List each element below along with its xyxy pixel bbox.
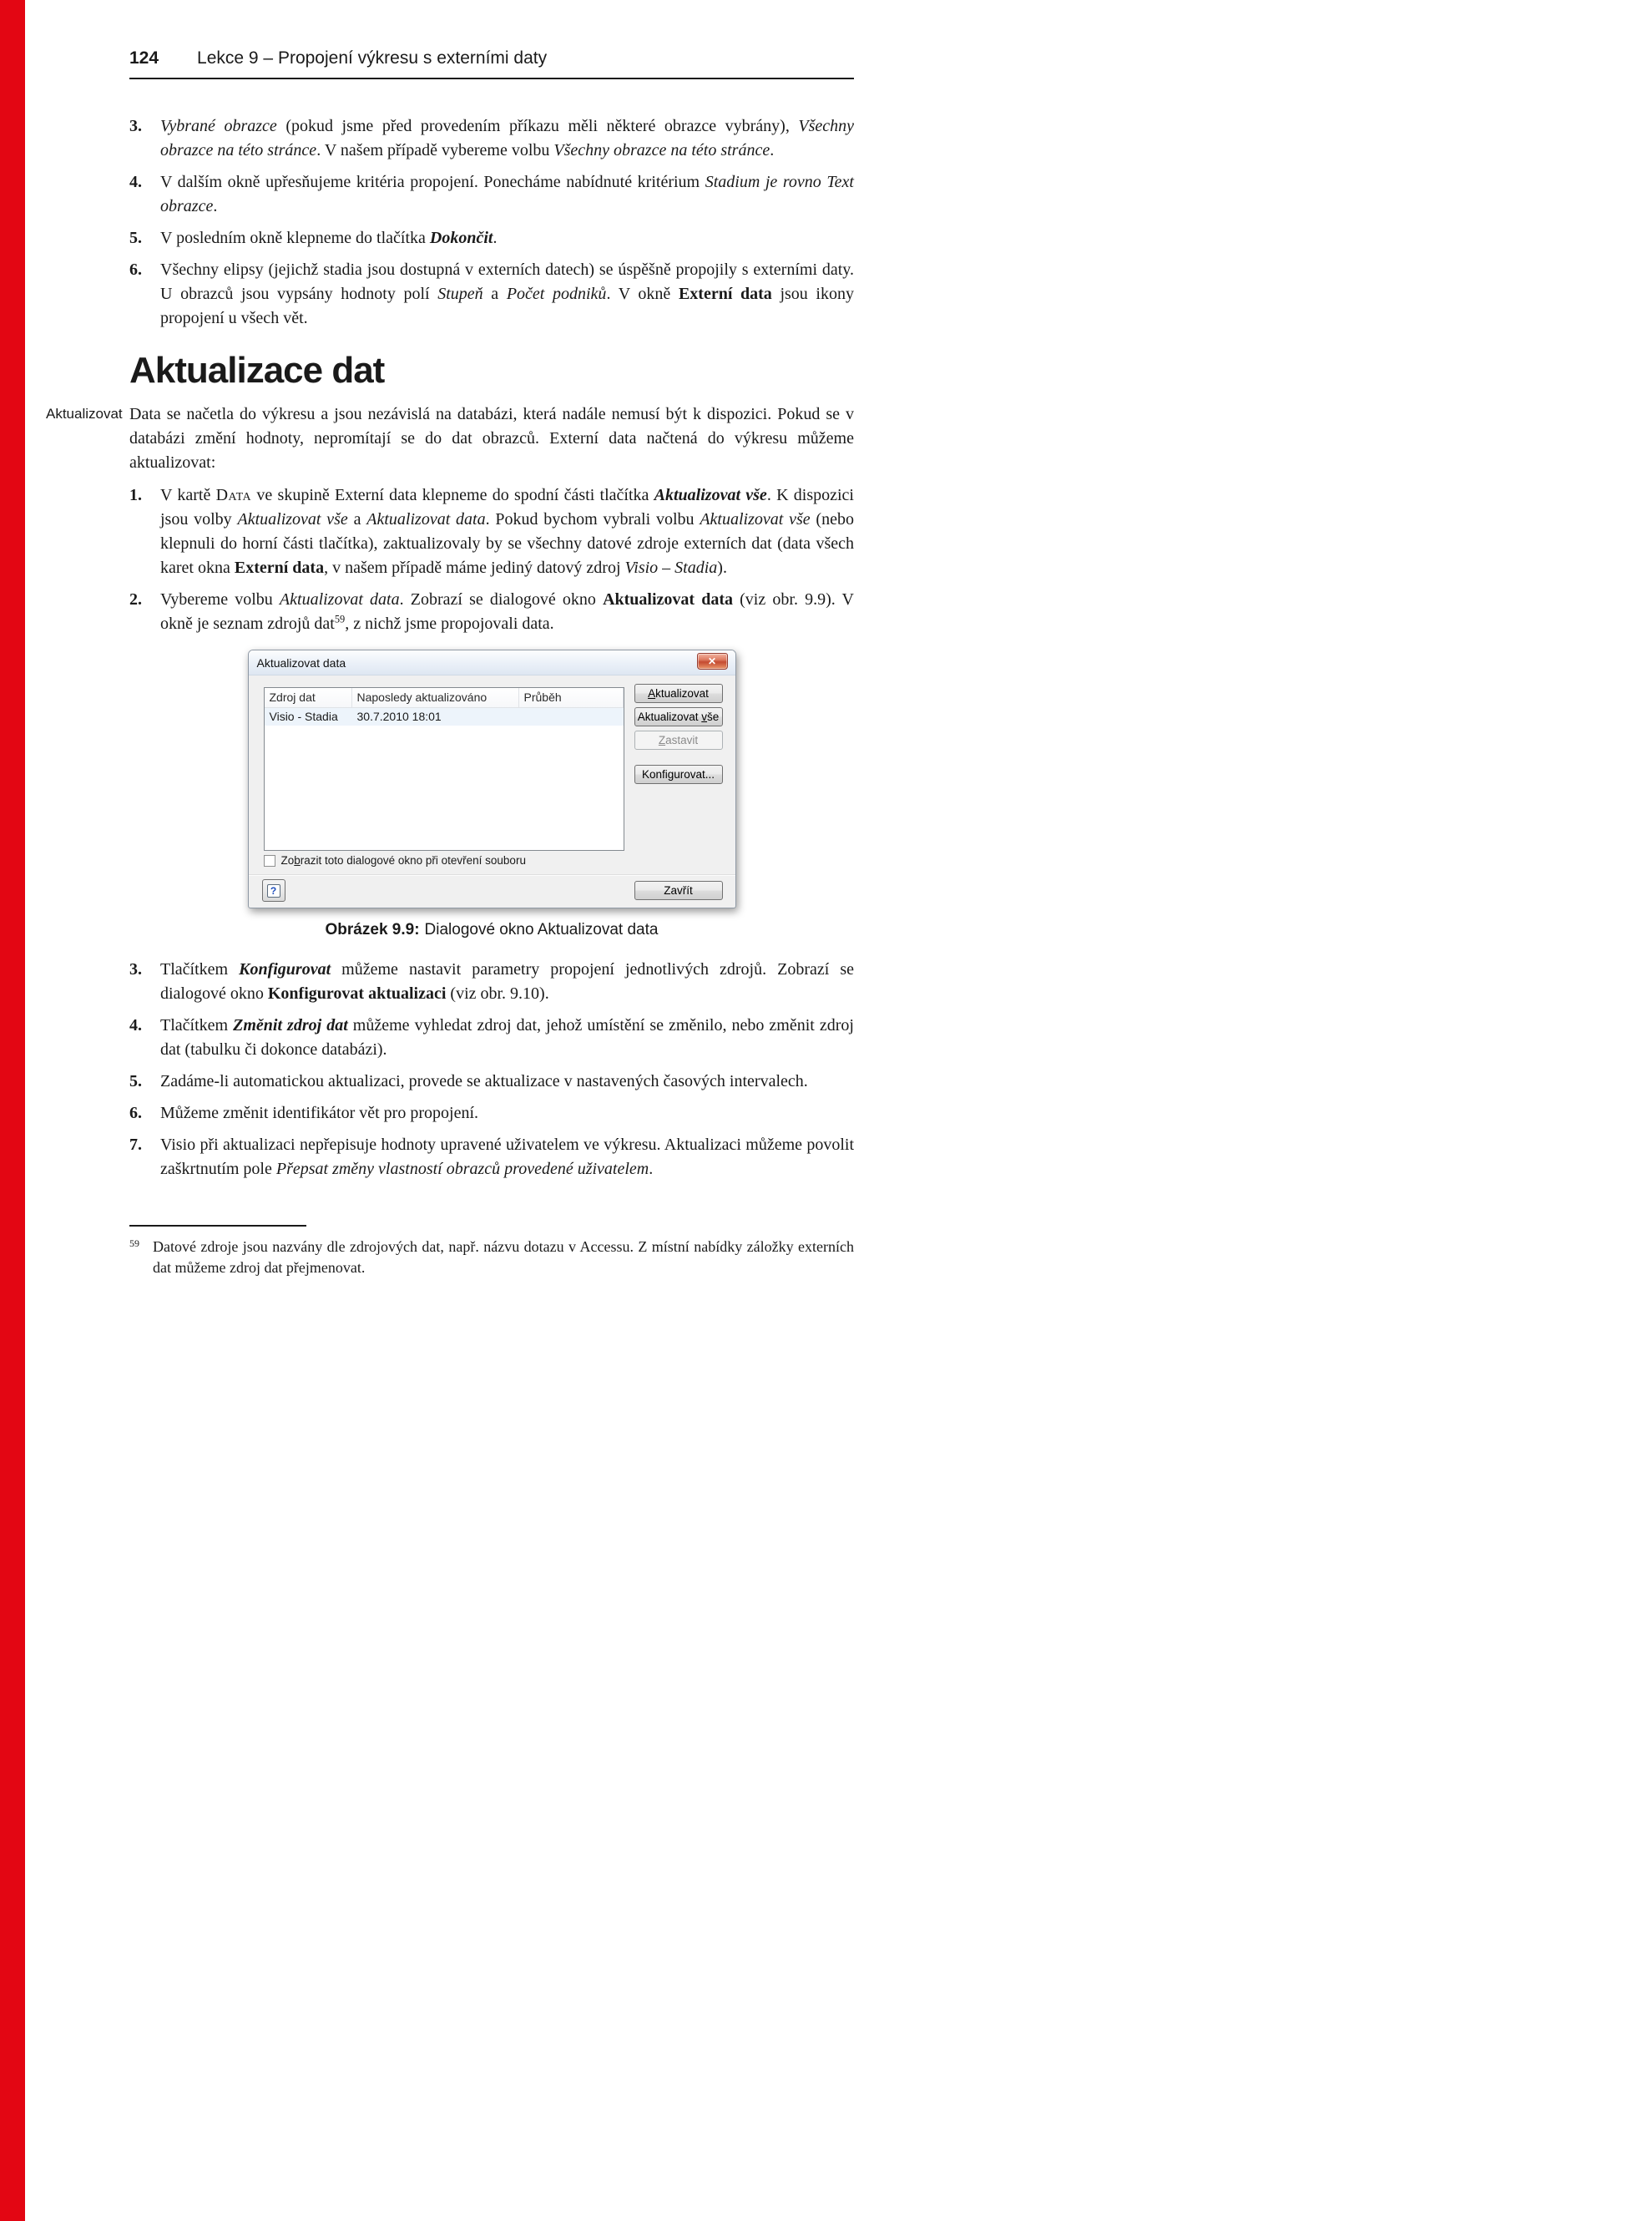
numbered-list-top [129,114,854,331]
list-item [129,1070,854,1094]
dialog-title: Aktualizovat data [256,655,346,670]
page-content [46,48,854,1278]
zastavit-button[interactable]: Zastavit [634,731,723,750]
section-heading: Aktualizace dat [129,350,385,391]
list-item [129,483,854,580]
listview-rows [265,708,624,726]
konfigurovat-button[interactable]: Konfigurovat... [634,765,723,784]
list-item [129,1014,854,1062]
footnote-text: Datové zdroje jsou nazvány dle zdrojových dat, např. názvu dotazu v Accessu. Z místní nabídky záložky externích dat můžeme zdroj dat přejmenovat. [153,1238,854,1276]
section-intro [46,402,854,475]
list-item [129,1133,854,1181]
listview-header [265,688,624,708]
page-number: 124 [129,48,159,68]
list-item [129,958,854,1006]
list-item-number: 4. [129,173,142,191]
column-header[interactable]: Průběh [519,688,624,708]
chapter-title: Lekce 9 – Propojení výkresu s externími daty [197,48,548,68]
data-sources-listview [264,687,624,851]
list-item-number: 3. [129,960,142,979]
list-item [129,1101,854,1126]
list-item [129,114,854,163]
dialog-titlebar[interactable] [249,650,735,675]
list-item-number: 7. [129,1136,142,1154]
aktualizovat-button[interactable]: Aktualizovat [634,684,723,703]
footnote-rule [129,1225,306,1227]
data-source-cell: 30.7.2010 18:01 [356,710,442,723]
numbered-list-bottom [129,958,854,1181]
list-item [129,226,854,250]
column-header[interactable]: Zdroj dat [265,688,352,708]
list-item-number: 3. [129,117,142,135]
list-item-text: V kartě Data ve skupině Externí data klepneme do spodní části tlačítka Aktualizovat vše. K dispozici jsou volby Aktualizovat vše a Aktualizovat data. Pokud bychom vybrali volbu Aktualizovat vše (nebo klepnuli do horní části tlačítka), zaktualizovaly by se všechny datové zdroje externích dat (data všech karet okna Externí data, v našem případě máme jediný datový zdroj Visio – Stadia). [160,486,854,577]
figure-caption-label: Obrázek 9.9: [325,921,420,938]
list-item [129,258,854,331]
list-item-number: 2. [129,590,142,609]
list-item-number: 1. [129,486,142,504]
footnote-marker: 59 [129,1237,139,1249]
page-edge-accent-bar [0,0,25,2221]
footnote [129,1225,854,1278]
footer-separator [249,874,735,876]
list-item-text: V dalším okně upřesňujeme kritéria propojení. Ponecháme nabídnuté kritérium Stadium je rovno Text obrazce. [160,173,854,215]
list-item-text: Můžeme změnit identifikátor vět pro propojení. [160,1104,478,1122]
list-item-number: 5. [129,1072,142,1090]
close-icon: ✕ [707,655,717,667]
intro-paragraph: Data se načetla do výkresu a jsou nezávislá na databázi, která nadále nemusí být k dispozici. Pokud se v databázi změní hodnoty, nepromítají se do dat obrazců. Externí data načtená do výkresu můžeme aktualizovat: [129,405,854,472]
list-item-text: Všechny elipsy (jejichž stadia jsou dostupná v externích datech) se úspěšně propojily s externími daty. U obrazců jsou vypsány hodnoty polí Stupeň a Počet podniků. V okně Externí data jsou ikony propojení u všech vět. [160,261,854,327]
help-icon: ? [267,884,280,898]
list-item-number: 6. [129,1104,142,1122]
help-button[interactable] [262,879,285,902]
list-item-text: Zadáme-li automatickou aktualizaci, provede se aktualizace v nastavených časových intervalech. [160,1072,808,1090]
data-source-cell: Visio - Stadia [269,710,338,723]
close-button[interactable] [697,653,728,670]
list-item-number: 6. [129,261,142,279]
aktualizovat-vse-button[interactable]: Aktualizovat vše [634,707,723,726]
figure-caption [129,921,854,939]
page-header [129,48,854,79]
list-item-text: Vybrané obrazce (pokud jsme před provedením příkazu měli některé obrazce vybrány), Všechny obrazce na této stránce. V našem případě vybereme volbu Všechny obrazce na této stránce. [160,117,854,159]
aktualizovat-data-dialog [248,650,736,908]
list-item-text: Visio při aktualizaci nepřepisuje hodnoty upravené uživatelem ve výkresu. Aktualizaci můžeme povolit zaškrtnutím pole Přepsat změny vlastností obrazců provedené uživatelem. [160,1136,854,1178]
column-header[interactable]: Naposledy aktualizováno [352,688,519,708]
zavrit-button[interactable]: Zavřít [634,881,723,900]
checkbox-label: Zobrazit toto dialogové okno při otevření souboru [280,854,526,867]
data-source-row[interactable] [265,708,624,726]
list-item [129,170,854,219]
list-item-text: Tlačítkem Konfigurovat můžeme nastavit parametry propojení jednotlivých zdrojů. Zobrazí se dialogové okno Konfigurovat aktualizaci (viz obr. 9.10). [160,960,854,1003]
checkbox-unchecked-icon[interactable] [264,855,275,867]
list-item [129,588,854,636]
list-item-number: 4. [129,1016,142,1035]
show-dialog-checkbox-row[interactable] [264,854,526,867]
data-source-cell [519,708,624,726]
list-item-text: Tlačítkem Změnit zdroj dat můžeme vyhledat zdroj dat, jehož umístění se změnilo, nebo změnit zdroj dat (tabulku či dokonce databázi). [160,1016,854,1059]
list-item-text: V posledním okně klepneme do tlačítka Dokončit. [160,229,498,247]
list-item-number: 5. [129,229,142,247]
figure-9-9 [129,650,854,939]
margin-note: Aktualizovat [46,406,123,422]
figure-caption-text: Dialogové okno Aktualizovat data [424,921,659,938]
list-item-text: Vybereme volbu Aktualizovat data. Zobrazí se dialogové okno Aktualizovat data (viz obr. 9.9). V okně je seznam zdrojů dat$^{59}$, z nichž jsme propojovali data. [160,590,854,633]
numbered-list-middle [129,483,854,636]
